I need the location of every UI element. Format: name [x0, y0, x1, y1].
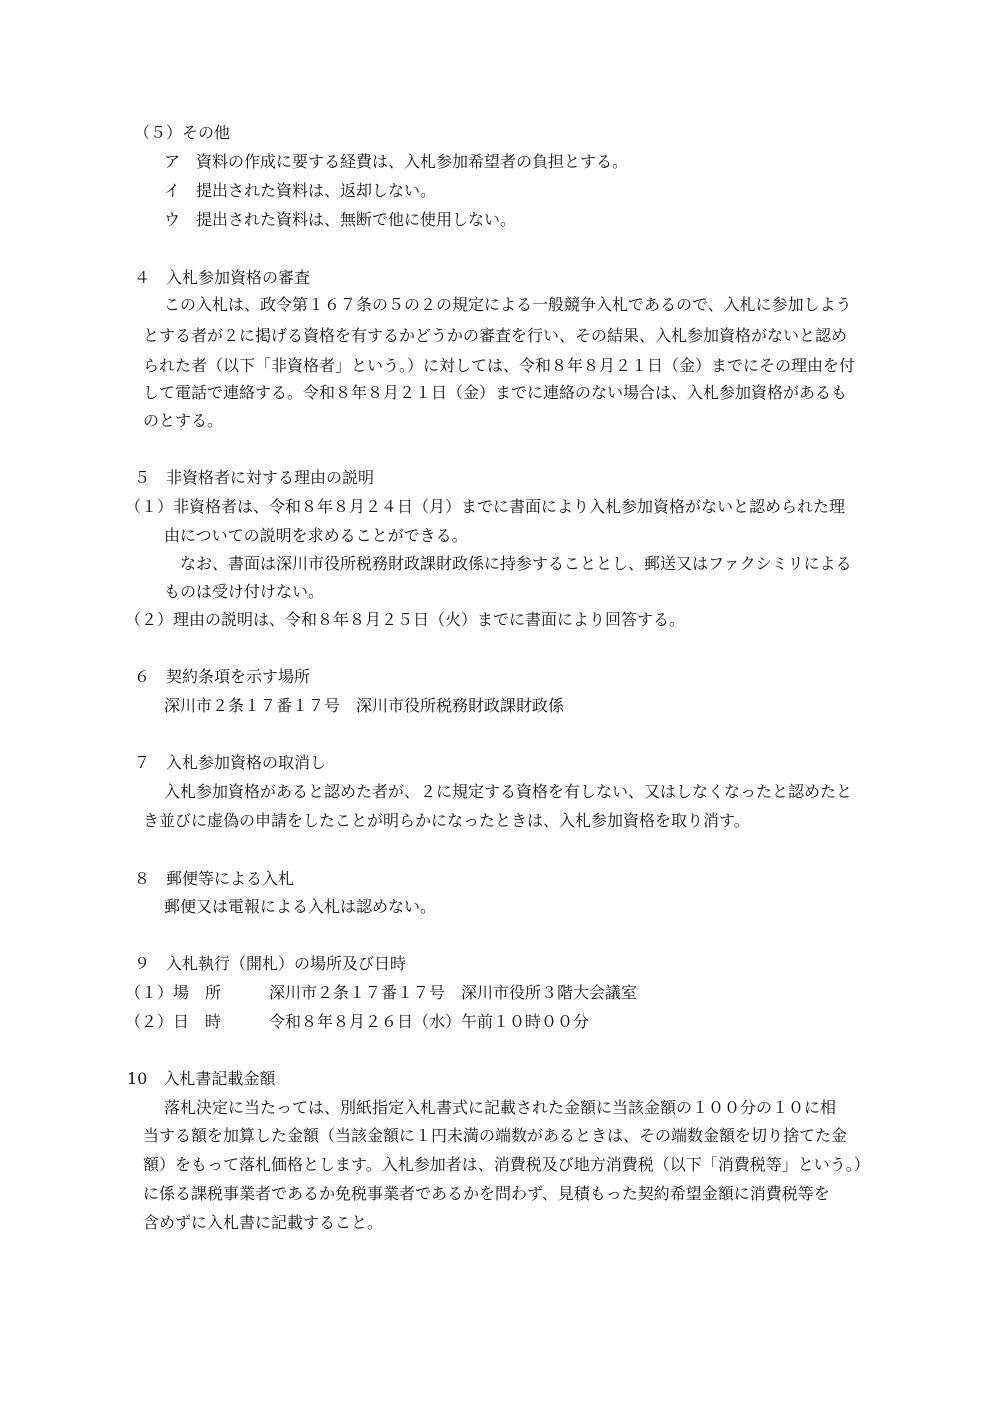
section-7-body-line: 入札参加資格があると認めた者が、２に規定する資格を有しない、又はしなくなったと認めたと [164, 782, 853, 801]
section-9-place-value: 深川市２条１７番１７号 深川市役所３階大会議室 [269, 983, 638, 1002]
section-10-body-line: に係る課税事業者であるか免税事業者であるかを問わず、見積もった契約希望金額に消費税等を [143, 1184, 830, 1203]
section-8-heading: ８ 郵便等による入札 [134, 869, 295, 888]
section-6-body: 深川市２条１７番１７号 深川市役所税務財政課財政係 [164, 696, 565, 715]
section-9-heading: ９ 入札執行（開札）の場所及び日時 [134, 954, 407, 973]
section-5-note-line: ものは受け付けない。 [164, 582, 325, 601]
section-10-heading: 10 入札書記載金額 [127, 1069, 276, 1088]
section-9-time-label: （２）日 時 [125, 1012, 222, 1031]
section-9-time-value: 令和８年８月２６日（水）午前１０時００分 [269, 1012, 590, 1031]
section-5-other-heading: （５）その他 [134, 123, 231, 142]
section-7-heading: ７ 入札参加資格の取消し [134, 753, 327, 772]
section-9-place-label: （１）場 所 [125, 983, 222, 1002]
section-8-body: 郵便又は電報による入札は認めない。 [164, 897, 437, 916]
section-4-heading: ４ 入札参加資格の審査 [134, 268, 311, 287]
section-10-body-line: 額）をもって落札価格とします。入札参加者は、消費税及び地方消費税（以下「消費税等」という。） [143, 1155, 870, 1174]
section-4-body-line: この入札は、政令第１６７条の５の２の規定による一般競争入札であるので、入札に参加しよう [164, 295, 852, 314]
section-10-body-line: 落札決定に当たっては、別紙指定入札書式に記載された金額に当該金額の１００分の１０に相 [164, 1098, 837, 1117]
section-4-body-line: して電話で連絡する。令和８年８月２１日（金）までに連絡のない場合は、入札参加資格があるも [143, 383, 848, 402]
section-5-item-1-line: （１）非資格者は、令和８年８月２４日（月）までに書面により入札参加資格がないと認められた理 [125, 497, 846, 516]
section-4-body-line: られた者（以下「非資格者」という。）に対しては、令和８年８月２１日（金）までにその理由を付 [143, 356, 856, 375]
section-5-item-2: （２）理由の説明は、令和８年８月２５日（火）までに書面により回答する。 [125, 610, 686, 629]
section-5-note-line: なお、書面は深川市役所税務財政課財政係に持参することとし、郵送又はファクシミリによる [180, 554, 852, 573]
section-7-body-line: き並びに虚偽の申請をしたことが明らかになったときは、入札参加資格を取り消す。 [143, 811, 750, 830]
section-5-heading: ５ 非資格者に対する理由の説明 [134, 468, 375, 487]
section-4-body-line: のとする。 [143, 411, 224, 430]
other-item-i: イ 提出された資料は、返却しない。 [164, 181, 437, 200]
other-item-u: ウ 提出された資料は、無断で他に使用しない。 [164, 210, 517, 229]
section-5-item-1-line: 由についての説明を求めることができる。 [164, 526, 468, 545]
section-10-body-line: 当する額を加算した金額（当該金額に１円未満の端数があるときは、その端数金額を切り捨てた金 [143, 1126, 848, 1145]
section-4-body-line: とする者が２に掲げる資格を有するかどうかの審査を行い、その結果、入札参加資格がないと認め [143, 326, 848, 345]
section-10-body-line: 含めずに入札書に記載すること。 [143, 1213, 384, 1232]
other-item-a: ア 資料の作成に要する経費は、入札参加希望者の負担とする。 [164, 152, 629, 171]
section-6-heading: ６ 契約条項を示す場所 [134, 667, 311, 686]
